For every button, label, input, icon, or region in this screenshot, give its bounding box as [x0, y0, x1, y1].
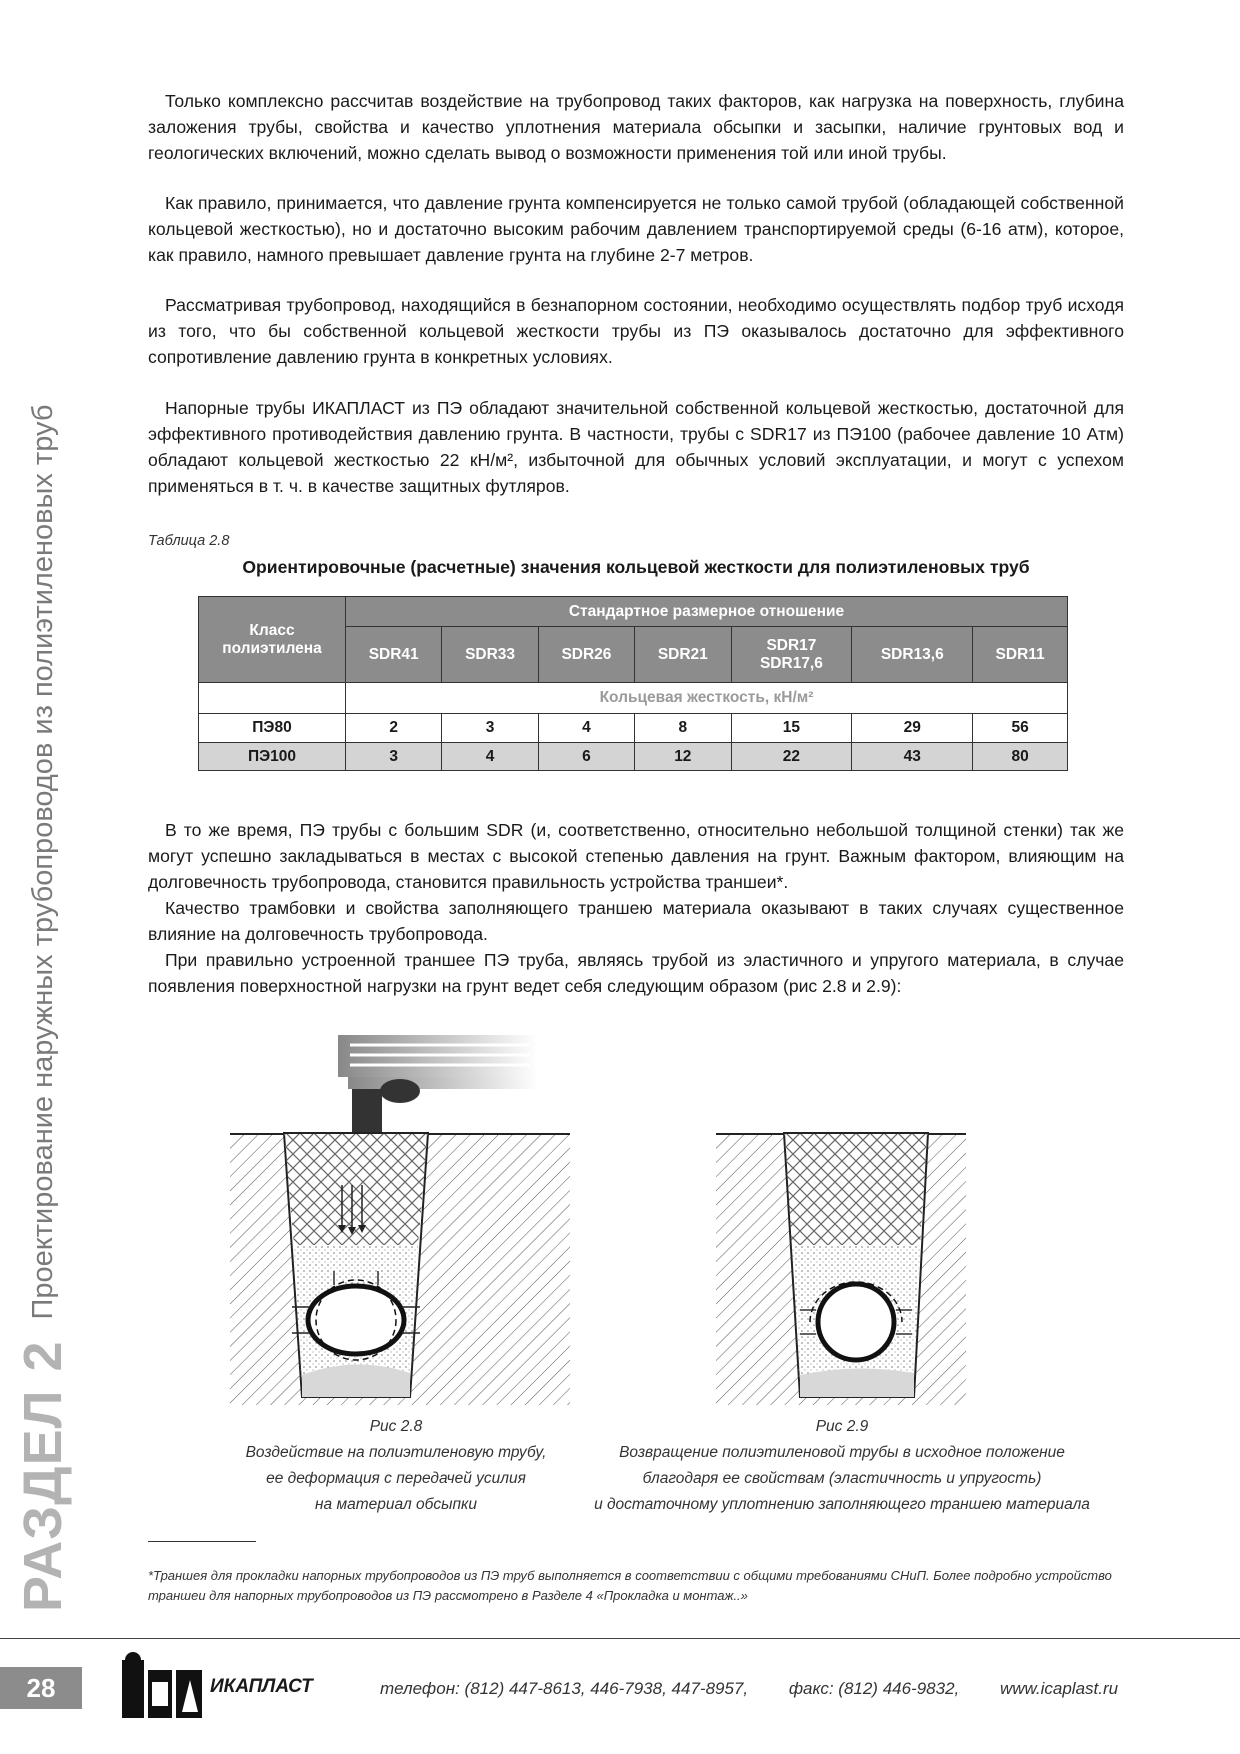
value-cell: 2: [346, 714, 442, 743]
class-cell: ПЭ80: [199, 714, 346, 743]
class-header: Класс полиэтилена: [199, 597, 346, 683]
footnote-divider: [148, 1541, 256, 1542]
value-cell: 3: [442, 714, 538, 743]
figure-pipe-deformation: [230, 1035, 570, 1405]
value-cell: 3: [346, 743, 442, 771]
class-cell: ПЭ100: [199, 743, 346, 771]
sdr-header: SDR21: [635, 627, 731, 683]
table-caption: Таблица 2.8: [148, 533, 230, 549]
value-cell: 56: [973, 714, 1068, 743]
value-cell: 4: [538, 714, 634, 743]
paragraph: Как правило, принимается, что давление грунта компенсируется не только самой трубой (обладающей собственной кольцевой жесткостью), но и достаточно высоким рабочим давлением транспортируемой среды (6-16 атм), которое, как правило, намного превышает давление грунта на глубине 2-7 метров.: [148, 193, 1124, 265]
section-word: РАЗДЕЛ: [13, 1389, 73, 1612]
value-cell: 29: [852, 714, 973, 743]
value-cell: 6: [538, 743, 634, 771]
section-title: Проектирование наружных трубопроводов из полиэтиленовых труб: [26, 404, 59, 1320]
contacts: [380, 1679, 1118, 1699]
value-cell: 4: [442, 743, 538, 771]
sdr-header: SDR11: [973, 627, 1068, 683]
value-cell: 12: [635, 743, 731, 771]
figure-pipe-recovery: [716, 1035, 966, 1405]
footer-divider: [0, 1638, 1240, 1639]
sdr-header: SDR33: [442, 627, 538, 683]
footnote: *Траншея для прокладки напорных трубопроводов из ПЭ труб выполняется в соответствии с общими требованиями СНиП. Более подробно устройство траншеи для напорных трубопроводов из ПЭ рассмотрено в Разделе 4 «Прокладка и монтаж..»: [148, 1568, 1112, 1603]
empty-cell: [199, 683, 346, 714]
value-cell: 43: [852, 743, 973, 771]
phone: телефон: (812) 447-8613, 446-7938, 447-8957,: [380, 1679, 749, 1698]
value-cell: 8: [635, 714, 731, 743]
website-link[interactable]: www.icaplast.ru: [1000, 1679, 1119, 1698]
value-cell: 80: [973, 743, 1068, 771]
section-number: 2: [13, 1341, 73, 1372]
figure-caption: Рис 2.8 Воздействие на полиэтиленовую трубу, ее деформация с передачей усилия на материал обсыпки: [245, 1418, 547, 1513]
table-row: [199, 743, 1068, 771]
paragraph: В то же время, ПЭ трубы с большим SDR (и, соответственно, относительно небольшой толщиной стенки) так же могут успешно закладываться в местах с высокой степенью давления на грунт. Важным фактором, влияющим на долговечность трубопровода, становится правильность устройства траншеи*.: [148, 820, 1124, 892]
paragraph: Только комплексно рассчитав воздействие на трубопровод таких факторов, как нагрузка на поверхность, глубина заложения трубы, свойства и качество уплотнения материала обсыпки и засыпки, наличие грунтовых вод и геологических включений, можно сделать вывод о возможности применения той или иной трубы.: [148, 91, 1124, 163]
paragraph-group: [148, 817, 1124, 999]
figure-caption: Рис 2.9 Возвращение полиэтиленовой трубы в исходное положение благодаря ее свойствам (эластичность и упругость) и достаточному уплотнению заполняющего траншею материала: [594, 1418, 1090, 1513]
paragraph: Напорные трубы ИКАПЛАСТ из ПЭ обладают значительной собственной кольцевой жесткостью, достаточной для эффективного противодействия давлению грунта. В частности, трубы с SDR17 из ПЭ100 (рабочее давление 10 Атм) обладают кольцевой жесткостью 22 кН/м², избыточной для обычных условий эксплуатации, и могут с успехом применяться в т. ч. в качестве защитных футляров.: [148, 398, 1124, 496]
page-number: 28: [0, 1667, 82, 1709]
value-cell: 22: [731, 743, 852, 771]
sdr-header: SDR26: [538, 627, 634, 683]
paragraph: При правильно устроенной траншее ПЭ труба, являясь трубой из эластичного и упругого материала, в случае появления поверхностной нагрузки на грунт ведет себя следующим образом (рис 2.8 и 2.9):: [148, 950, 1124, 996]
value-cell: 15: [731, 714, 852, 743]
paragraph: Рассматривая трубопровод, находящийся в безнапорном состоянии, необходимо осуществлять подбор труб исходя из того, что бы собственной кольцевой жесткости трубы из ПЭ оказывалось достаточно для эффективного сопротивление давлению грунта в конкретных условиях.: [148, 295, 1124, 367]
sdr-header: SDR17 SDR17,6: [731, 627, 852, 683]
table-title: Ориентировочные (расчетные) значения кольцевой жесткости для полиэтиленовых труб: [242, 557, 1030, 577]
ring-stiffness-table: [198, 596, 1068, 771]
sdr-header: SDR41: [346, 627, 442, 683]
paragraph: Качество трамбовки и свойства заполняющего траншею материала оказывают в таких случаях существенное влияние на долговечность трубопровода.: [148, 898, 1124, 944]
fax: факс: (812) 446-9832,: [788, 1679, 960, 1698]
unit-row: Кольцевая жесткость, кН/м²: [346, 683, 1068, 714]
sdr-group-header: Стандартное размерное отношение: [346, 597, 1068, 627]
brand-name: ИКАПЛАСТ: [210, 1676, 313, 1697]
table-row: [199, 714, 1068, 743]
section-side-label: [8, 404, 78, 1612]
icaplast-logo-icon: [118, 1652, 206, 1722]
sdr-header: SDR13,6: [852, 627, 973, 683]
